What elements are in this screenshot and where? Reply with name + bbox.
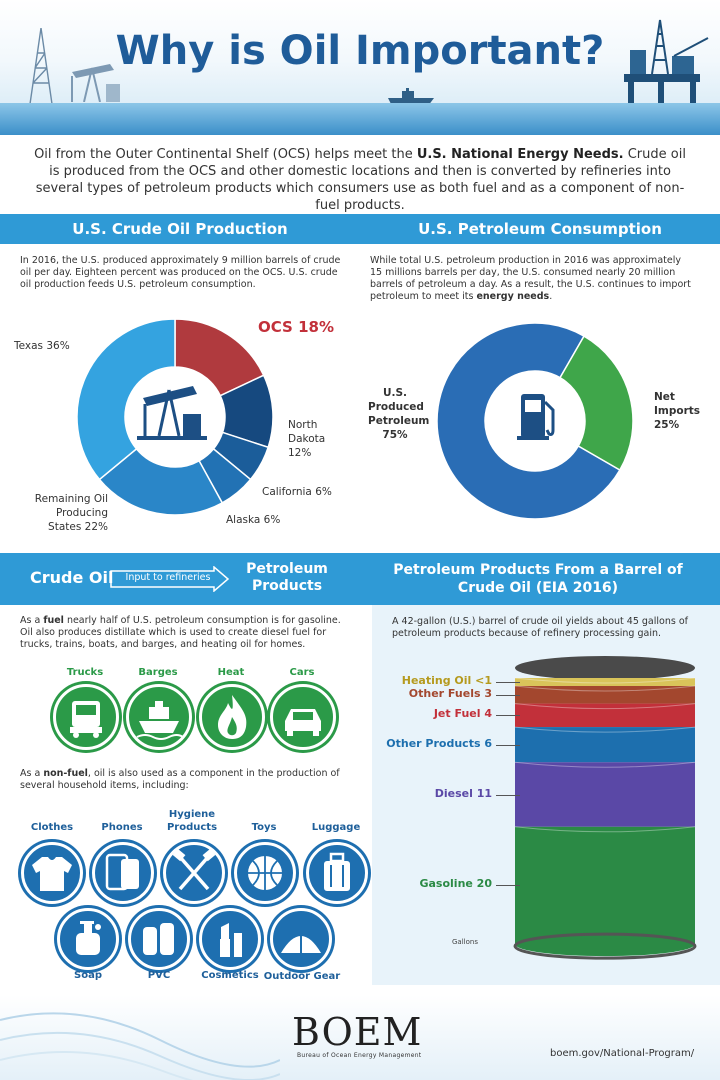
barrel-segment-jet-fuel [515,704,695,727]
label-north-dakota: North Dakota 12% [288,419,326,459]
icon-caption-toys: Toys [251,822,277,833]
barrel-text: A 42-gallon (U.S.) barrel of crude oil yields about 45 gallons of petroleum products because of refinery processing gain. [392,616,688,639]
barrel-label-heating-oil: Heating Oil <1 [401,674,492,687]
intro-text-1: Oil from the Outer Continental Shelf (OCS) helps meet the [34,147,417,162]
label-alaska: Alaska 6% [226,514,281,526]
consumption-text-bold: energy needs [476,291,550,302]
icon-caption-luggage: Luggage [311,822,361,833]
intro-text-bold: U.S. National Energy Needs. [416,147,624,162]
truck-icon [53,684,119,750]
shirt-icon [21,842,83,904]
pvc-icon [128,908,190,970]
page-title: Why is Oil Important? [115,28,605,74]
barrel-leader-line [496,795,520,796]
footer-url-link[interactable]: boem.gov/National-Program/ [550,1048,695,1059]
label-california: California 6% [262,486,332,498]
intro-text-2: Crude oil is produced from the OCS and other domestic locations and then is converted by refineries into several types of petroleum products which consumers use as both fuel and as a component of non-fuel products. [35,147,686,213]
consumption-text-end: . [549,291,553,302]
barrel-label-other-fuels: Other Fuels 3 [408,686,492,700]
section-header-bar [0,214,720,244]
barge-icon [126,684,192,750]
gas-pump-icon [505,386,565,446]
tent-icon [270,908,332,970]
fuel-text [20,615,350,651]
nonfuel-text-a: As a [20,768,44,779]
nonfuel-text-b: , oil is also used as a component in the production of several household items, including: [20,768,340,791]
icon-caption-hygiene: Hygiene Products [166,809,218,833]
pumpjack-icon [135,376,215,446]
soap-icon [57,908,119,970]
icon-caption-pvc: PVC [147,970,171,981]
consumption-text [370,255,695,303]
icon-caption-cosmetics: Cosmetics [201,970,259,981]
boem-logo: BOEM [292,1010,423,1054]
consumption-heading: U.S. Petroleum Consumption [418,220,662,238]
barrel-heading: Petroleum Products From a Barrel of Crude Oil (EIA 2016) [393,562,683,596]
barrel-segment-gasoline [515,827,695,944]
label-ocs: OCS 18% [258,318,334,336]
luggage-icon [306,842,368,904]
barrel-label-diesel: Diesel 11 [434,786,492,800]
icon-caption-heat: Heat [217,667,245,678]
label-produced: U.S. Produced Petroleum 75% [368,387,430,441]
footer-wave-decoration [0,990,280,1080]
label-texas: Texas 36% [14,340,70,352]
barrel-leader-line [496,715,520,716]
barrel-base [515,932,695,956]
label-remaining: Remaining Oil Producing States 22% [34,493,108,533]
barrel-label-other-products: Other Products 6 [386,736,492,750]
barrel-lid [515,656,695,680]
production-text: In 2016, the U.S. produced approximately 9 million barrels of crude oil per day. Eighteen percent was produced on the OCS. U.S. crude oil production feeds U.S. petroleum consumption. [20,255,341,290]
boem-agency-name: Bureau of Ocean Energy Management [297,1052,422,1059]
barrel-segment-diesel [515,762,695,827]
intro-paragraph [30,146,690,214]
barrel-stacked-chart [500,650,710,970]
lipstick-icon [199,908,261,970]
barrel-label-jet-fuel: Jet Fuel 4 [433,707,492,721]
crude-oil-label: Crude Oil [30,568,114,587]
barrel-unit-label: Gallons [452,938,478,946]
fuel-text-a: As a [20,615,44,626]
icon-caption-outdoor-gear: Outdoor Gear [263,971,341,982]
car-icon [270,684,336,750]
petroleum-products-label: Petroleum Products [246,561,328,594]
nonfuel-text [20,768,350,792]
icon-caption-trucks: Trucks [66,667,104,678]
toothbrush-icon [163,842,225,904]
production-heading: U.S. Crude Oil Production [72,220,288,238]
icon-caption-cars: Cars [289,667,315,678]
fuel-text-b: nearly half of U.S. petroleum consumption is for gasoline. Oil also produces distillate which is used to create diesel fuel for trucks, trains, boats, and barges, and heating oil for homes. [20,615,341,650]
fuel-text-bold: fuel [43,615,64,626]
icon-caption-clothes: Clothes [30,822,74,833]
icon-caption-phones: Phones [101,822,143,833]
phone-icon [92,842,154,904]
header-banner [0,0,720,135]
consumption-text-1: While total U.S. petroleum production in 2016 was approximately 15 millions barrels per day, the U.S. consumed nearly 20 million barrels of petroleum a day. As a result, the U.S. continues to import petroleum to meet its [370,255,691,302]
nonfuel-text-bold: non-fuel [43,768,88,779]
arrow-label: Input to refineries [125,572,211,583]
arrow-label-wrap [110,566,230,592]
barrel-label-gasoline: Gasoline 20 [419,877,492,891]
label-imports: Net Imports 25% [654,391,701,431]
barrel-leader-line [496,885,520,886]
icon-caption-barges: Barges [138,667,178,678]
ball-icon [234,842,296,904]
barrel-leader-line [496,745,520,746]
flame-icon [199,684,265,750]
section-header-bar-2 [0,553,720,605]
sea-strip [0,103,720,135]
barrel-leader-line [496,682,520,683]
barrel-leader-line [496,695,520,696]
barrel-segment-heating-oil [515,678,695,686]
icon-caption-soap: Soap [74,970,102,981]
